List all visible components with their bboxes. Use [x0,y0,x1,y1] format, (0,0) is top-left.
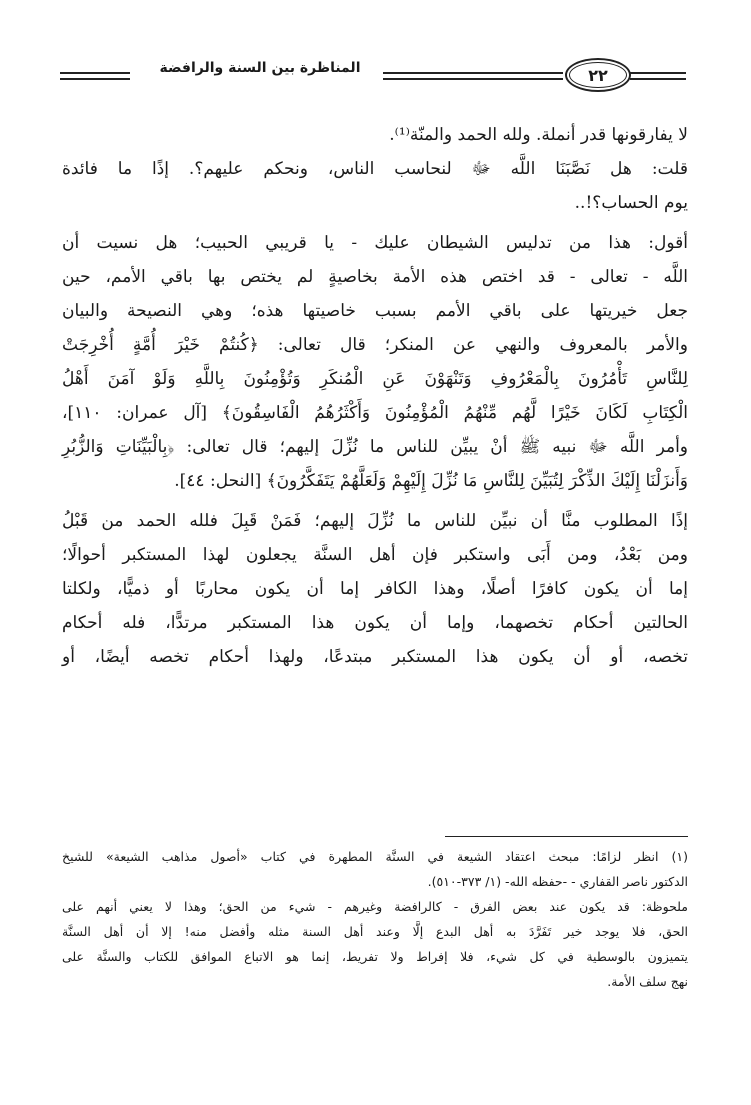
header-rule [630,72,686,74]
header-rule [60,72,130,74]
footnote-line: (١) انظر لزامًا: مبحث اعتقاد الشيعة في السنَّة المطهرة في كتاب «أصول مذاهب الشيعة» للشيخ [62,849,688,864]
footnote-line: الدكتور ناصر القفاري - -حفظه الله- (١/ ٣٧٣-٥١٠). [427,874,688,889]
body-line: إذًا المطلوب منَّا أن نبيِّن للناس ما نُزِّلَ إليهم؛ فَمَنْ قَبِلَ فلله الحمد من قَبْلُ [62,511,688,531]
header-rule [630,78,686,80]
page-number: ٢٢ [588,65,608,85]
body-line: إما أن يكون كافرًا أصلًا، وهذا الكافر إما أن يكون محاربًا أو ذميًّا، ولكلتا [62,579,688,599]
footnote-line: الحق، فلا يوجد خير تَفَرَّدَ به أهل البدع إلَّا وعند أهل السنة مثله وأفضل منه! إلا أن أهل السنَّة [62,924,688,939]
header-rule [383,72,563,74]
body-line: جعل خيريتها على باقي الأمم بسبب خاصيتها هذه؛ وهي النصيحة والبيان [62,301,688,321]
body-line: وأمر اللَّه ﷻ نبيه ﷺ أنْ يبيِّن للناس ما نُزِّلَ إليهم؛ قال تعالى: ﴿بِالْبَيِّنَاتِ وَالزُّبُرِ [62,437,688,457]
body-text [62,118,688,674]
body-line: والأمر بالمعروف والنهي عن المنكر؛ قال تعالى: ﴿كُنتُمْ خَيْرَ أُمَّةٍ أُخْرِجَتْ [62,335,688,355]
quran-verse-line: الْكِتَابِ لَكَانَ خَيْرًا لَّهُم مِّنْهُمُ الْمُؤْمِنُونَ وَأَكْثَرُهُمُ الْفَاسِقُونَ﴾ [آل عمران: ١١٠]، [62,403,688,423]
body-line: ومن بَعْدُ، ومن أَبَى واستكبر فإن أهل السنَّة يجعلون لهذا المستكبر أحوالًا؛ [62,545,688,565]
running-title: المناظرة بين السنة والرافضة [159,60,361,76]
body-line: تخصه، أو أن يكون هذا المستكبر مبتدعًا، ولهذا أحكام تخصه أيضًا، أو [62,647,688,667]
body-line: اللَّه - تعالى - قد اختص هذه الأمة بخاصيةٍ لم يختص بها باقي الأمم، حين [62,267,688,287]
body-line: قلت: هل نَصَّبَنَا اللَّه ﷻ لنحاسب الناس، ونحكم عليهم؟. إذًا ما فائدة [62,159,688,179]
footnotes [62,844,688,994]
body-line: لا يفارقونها قدر أنملة. ولله الحمد والمنّة⁽¹⁾. [389,125,688,145]
header-rule [383,78,563,80]
quran-verse-line: لِلنَّاسِ تَأْمُرُونَ بِالْمَعْرُوفِ وَتَنْهَوْنَ عَنِ الْمُنكَرِ وَتُؤْمِنُونَ بِاللَّهِ وَلَوْ آمَنَ أَهْلُ [62,369,688,389]
footnote-line: يتميزون بالوسطية في كل شيء، فلا إفراط ولا تفريط، إنما هو الاتباع الموافق للكتاب والسنَّة على [62,949,688,964]
body-line: الحالتين أحكام تخصهما، وإما أن يكون هذا المستكبر مرتدًّا، فله أحكام [62,613,688,633]
page-number-badge [565,58,631,92]
footnote-line: ملحوظة: قد يكون عند بعض الفرق - كالرافضة وغيرهم - شيء من الحق؛ وهذا لا يعني أنهم على [62,899,688,914]
page-header [60,58,686,98]
header-rule [60,78,130,80]
body-line: يوم الحساب؟!.. [574,193,688,213]
quran-verse-line: وَأَنزَلْنَا إِلَيْكَ الذِّكْرَ لِتُبَيِّنَ لِلنَّاسِ مَا نُزِّلَ إِلَيْهِمْ وَلَعَلَّهُمْ يَتَفَكَّرُونَ﴾ [النحل: ٤٤]. [174,471,688,491]
body-line: أقول: هذا من تدليس الشيطان عليك - يا قريبي الحبيب؛ هل نسيت أن [62,233,688,253]
footnote-separator [445,836,688,837]
footnote-line: نهج سلف الأمة. [607,974,688,989]
